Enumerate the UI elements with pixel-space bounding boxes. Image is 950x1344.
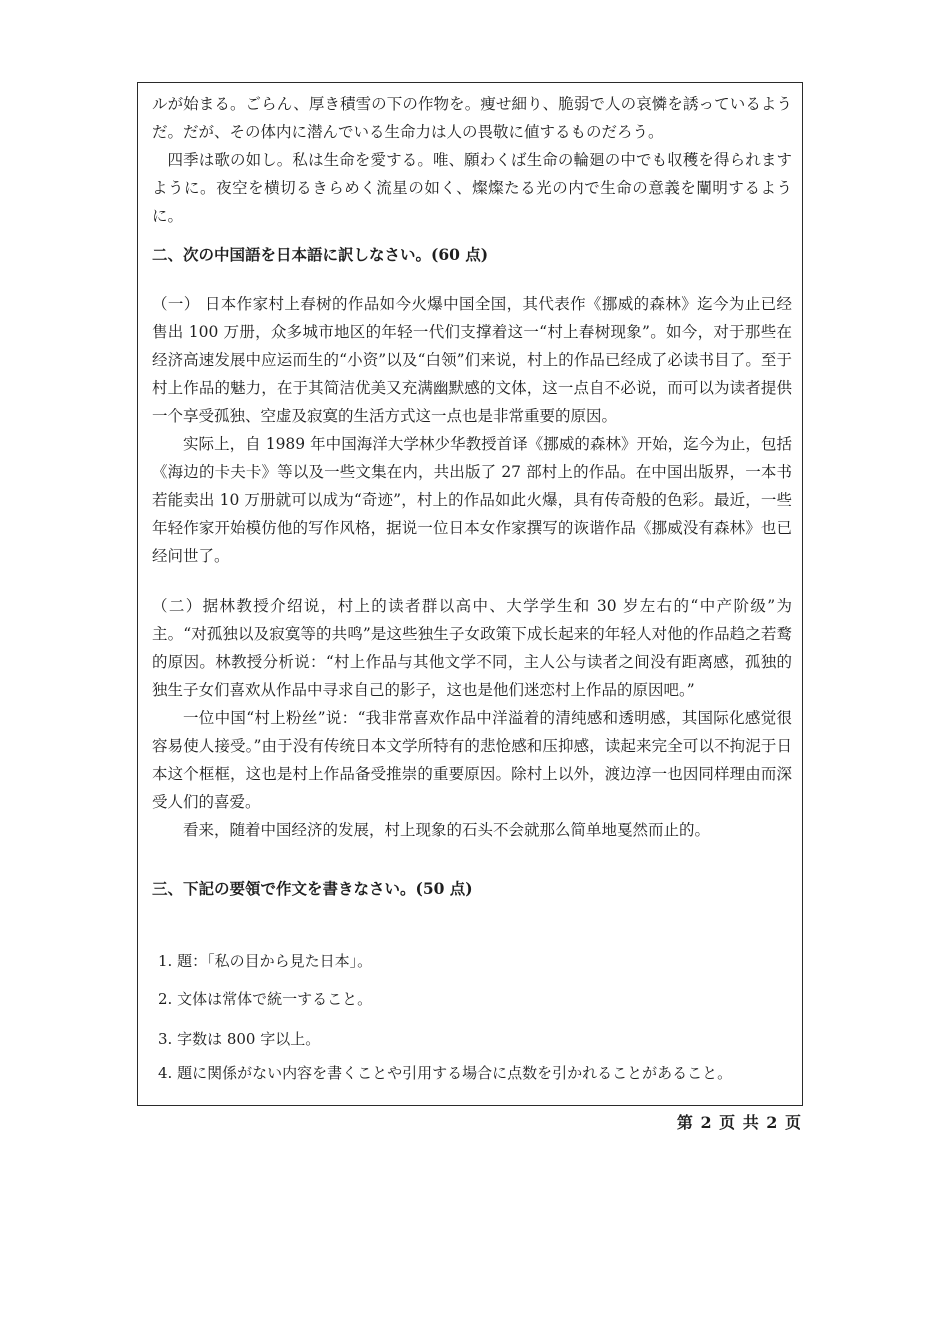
requirement-item-4: 4. 題に関係がない内容を書くことや引用する場合に点数を引かれることがあること。 xyxy=(158,1064,733,1082)
section1-paragraph-1: ルが始まる。ごらん、厚き積雪の下の作物を。痩せ細り、脆弱で人の哀憐を誘っているようだ。だが、その体内に潜んでいる生命力は人の畏敬に値するものだろう。 xyxy=(152,95,792,141)
section3-heading: 三、下記の要領で作文を書きなさい。(50 点) xyxy=(152,879,473,898)
section1-tail xyxy=(152,90,792,230)
section2-part2-paragraph-2: 一位中国“村上粉丝”说：“我非常喜欢作品中洋溢着的清纯感和透明感，其国际化感觉很容易使人接受。”由于没有传统日本文学所特有的悲怆感和压抑感，读起来完全可以不拘泥于日本这个框框，这也是村上作品备受推崇的重要原因。除村上以外，渡边淳一也因同样理由而深受人们的喜爱。 xyxy=(152,709,792,811)
section2-part1 xyxy=(152,290,792,570)
section2-part1-paragraph-2: 实际上，自 1989 年中国海洋大学林少华教授首译《挪威的森林》开始，迄今为止，包括《海边的卡夫卡》等以及一些文集在内，共出版了 27 部村上的作品。在中国出版界，一本书若能卖出 10 万册就可以成为“奇迹”，村上的作品如此火爆，具有传奇般的色彩。最近，一些年轻作家开始模仿他的写作风格，据说一位日本女作家撰写的诙谐作品《挪威没有森林》也已经问世了。 xyxy=(152,435,792,565)
section2-part1-paragraph-1: （一） 日本作家村上春树的作品如今火爆中国全国，其代表作《挪威的森林》迄今为止已经售出 100 万册，众多城市地区的年轻一代们支撑着这一“村上春树现象”。如今，对于那些在经济高速发展中应运而生的“小资”以及“白领”们来说，村上的作品已经成了必读书目了。至于村上作品的魅力，在于其简洁优美又充满幽默感的文体，这一点自不必说，而可以为读者提供一个享受孤独、空虚及寂寞的生活方式这一点也是非常重要的原因。 xyxy=(152,295,792,425)
section2-part2-paragraph-1: （二）据林教授介绍说，村上的读者群以高中、大学学生和 30 岁左右的“中产阶级”为主。“对孤独以及寂寞等的共鸣”是这些独生子女政策下成长起来的年轻人对他的作品趋之若鹜的原因。林教授分析说：“村上作品与其他文学不同，主人公与读者之间没有距离感，孤独的独生子女们喜欢从作品中寻求自己的影子，这也是他们迷恋村上作品的原因吧。” xyxy=(152,597,792,699)
section2-heading: 二、次の中国語を日本語に訳しなさい。(60 点) xyxy=(152,245,489,264)
requirement-item-1: 1. 題：「私の目から見た日本」。 xyxy=(158,952,373,970)
requirement-item-2: 2. 文体は常体で統一すること。 xyxy=(158,990,373,1008)
page-number: 第 2 页 共 2 页 xyxy=(676,1113,802,1132)
section2-part2-paragraph-3: 看来，随着中国经济的发展，村上现象的石头不会就那么简单地戛然而止的。 xyxy=(183,821,711,839)
section1-paragraph-2: 四季は歌の如し。私は生命を愛する。唯、願わくば生命の輪廻の中でも収穫を得られますように。夜空を横切るきらめく流星の如く、燦燦たる光の内で生命の意義を闡明するように。 xyxy=(152,151,792,225)
requirement-item-3: 3. 字数は 800 字以上。 xyxy=(158,1030,321,1048)
section2-part2 xyxy=(152,592,792,844)
